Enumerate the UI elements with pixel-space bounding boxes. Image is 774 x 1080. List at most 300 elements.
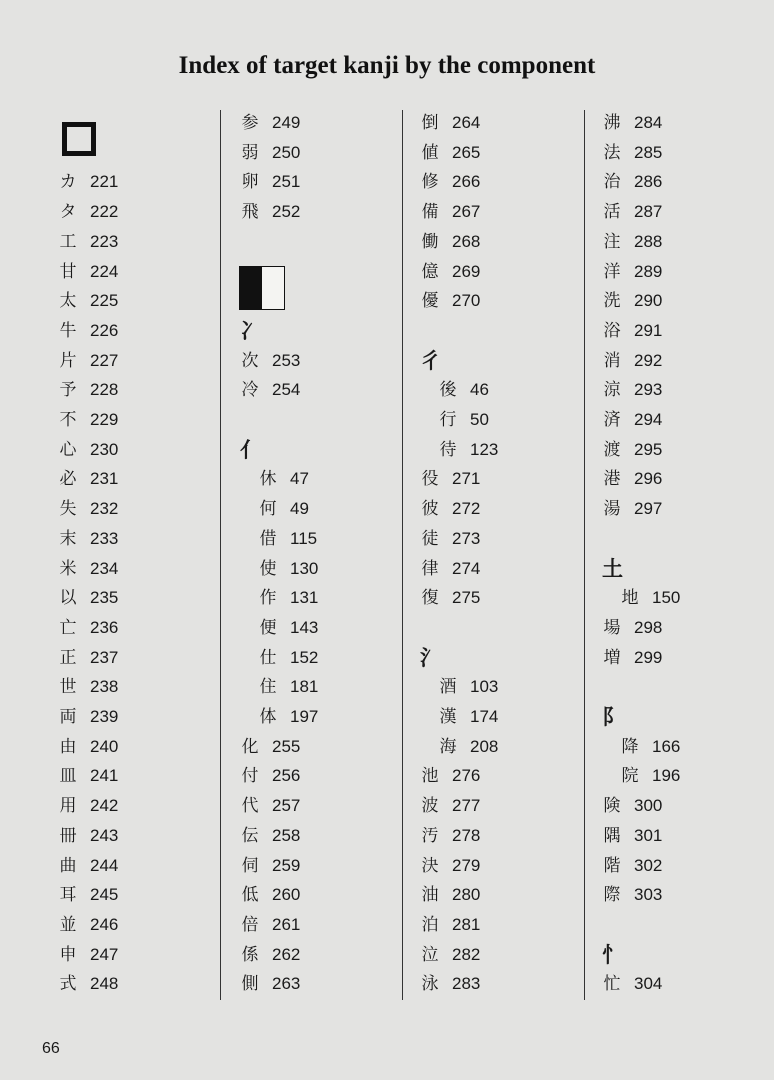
index-entry: [238, 791, 300, 821]
kanji: 曲: [59, 855, 77, 876]
entry-number: 300: [634, 796, 663, 816]
entry-number: 297: [634, 499, 663, 519]
entry-number: 258: [272, 825, 301, 845]
entry-number: 227: [90, 350, 119, 370]
index-entry: [436, 702, 498, 732]
index-entry: [56, 761, 118, 791]
entry-number: 250: [272, 142, 301, 162]
index-entry: [56, 821, 118, 851]
index-entry: [436, 405, 489, 435]
kanji: 次: [241, 350, 259, 371]
kanji: 両: [59, 707, 77, 727]
kanji: 弱: [241, 142, 259, 163]
index-entry: [256, 643, 318, 673]
entry-number: 274: [452, 558, 481, 578]
kanji: 汚: [421, 825, 439, 846]
index-entry: [418, 257, 480, 287]
kanji: 用: [59, 796, 77, 817]
kanji: 泳: [421, 974, 439, 995]
kanji: 仕: [259, 647, 277, 668]
index-entry: [600, 316, 662, 346]
entry-number: 296: [634, 469, 663, 489]
entry-number: 131: [290, 588, 319, 608]
index-entry: [436, 435, 498, 465]
entry-number: 249: [272, 113, 301, 132]
index-entry: [418, 969, 480, 999]
entry-number: 235: [90, 588, 119, 608]
index-entry: [56, 583, 118, 613]
index-entry: [238, 167, 300, 197]
radical-heading: 阝: [602, 704, 623, 729]
entry-number: 152: [290, 647, 319, 667]
index-entry: [600, 375, 662, 405]
index-entry: [56, 494, 118, 524]
entry-number: 279: [452, 855, 481, 875]
kanji: 徒: [421, 528, 439, 549]
entry-number: 286: [634, 172, 663, 192]
index-entry: [256, 554, 318, 584]
entry-number: 222: [90, 202, 119, 222]
index-entry: [600, 138, 662, 168]
kanji: 油: [421, 885, 439, 906]
entry-number: 266: [452, 172, 481, 192]
kanji: 漢: [439, 707, 457, 727]
kanji: 卵: [241, 172, 259, 193]
index-entry: [56, 227, 118, 257]
index-entry: [238, 346, 300, 376]
kanji: 港: [603, 469, 621, 490]
entry-number: 225: [90, 291, 119, 311]
entry-number: 123: [470, 439, 499, 459]
entry-number: 143: [290, 617, 319, 637]
index-entry: [56, 554, 118, 584]
entry-number: 233: [90, 528, 119, 548]
index-entry: [418, 494, 480, 524]
entry-number: 228: [90, 380, 119, 400]
kanji: 院: [621, 766, 639, 787]
entry-number: 208: [470, 736, 499, 756]
kanji: 増: [603, 647, 621, 668]
entry-number: 223: [90, 231, 119, 251]
index-entry: [436, 375, 489, 405]
entry-number: 302: [634, 855, 663, 875]
index-entry: [418, 286, 480, 316]
index-entry: [418, 880, 480, 910]
kanji: 泣: [421, 944, 439, 965]
kanji: 化: [241, 736, 259, 757]
entry-number: 257: [272, 796, 301, 816]
kanji: 片: [59, 350, 77, 371]
entry-number: 291: [634, 320, 663, 340]
index-entry: [238, 761, 300, 791]
index-entry: [418, 851, 480, 881]
index-entry: [418, 554, 480, 584]
entry-number: 246: [90, 914, 119, 934]
kanji: 失: [59, 499, 77, 520]
index-entry: [600, 821, 662, 851]
index-entry: [418, 464, 480, 494]
entry-number: 263: [272, 974, 301, 994]
kanji: 以: [59, 588, 77, 609]
entry-number: 304: [634, 974, 663, 994]
entry-number: 236: [90, 617, 119, 637]
entry-number: 277: [452, 796, 481, 816]
index-entry: [56, 851, 118, 881]
kanji: 工: [59, 231, 77, 252]
entry-number: 275: [452, 588, 481, 608]
entry-number: 269: [452, 261, 481, 281]
index-entry: [56, 286, 118, 316]
kanji: 耳: [59, 885, 77, 906]
index-entry: [56, 316, 118, 346]
entry-number: 293: [634, 380, 663, 400]
radical-heading: 彳: [420, 347, 441, 373]
entry-number: 244: [90, 855, 119, 875]
kanji: 何: [259, 499, 277, 520]
entry-number: 294: [634, 410, 663, 429]
entry-number: 245: [90, 885, 119, 905]
index-entry: [56, 346, 118, 376]
entry-number: 303: [634, 885, 663, 905]
kanji: 米: [59, 558, 77, 579]
kanji: 末: [59, 528, 77, 549]
entry-number: 292: [634, 350, 663, 370]
entry-number: 251: [272, 172, 301, 192]
column-divider-2: [402, 110, 403, 1000]
index-entry: [418, 197, 480, 227]
entry-number: 264: [452, 113, 481, 132]
entry-number: 295: [634, 439, 663, 459]
index-entry: [418, 791, 480, 821]
index-entry: [56, 524, 118, 554]
kanji: 冷: [241, 380, 259, 401]
index-entry: [600, 346, 662, 376]
entry-number: 224: [90, 261, 119, 281]
index-entry: [436, 732, 498, 762]
index-entry: [418, 910, 480, 940]
index-entry: [238, 108, 300, 138]
column-divider-3: [584, 110, 585, 1000]
kanji: 係: [241, 944, 259, 965]
entry-number: 241: [90, 766, 119, 786]
entry-number: 282: [452, 944, 481, 964]
index-entry: [418, 940, 480, 970]
kanji: 体: [259, 707, 277, 727]
kanji: 洗: [603, 291, 621, 312]
index-entry: [56, 791, 118, 821]
kanji: 甘: [59, 261, 77, 282]
kanji: 降: [621, 736, 639, 757]
entry-number: 50: [470, 410, 489, 429]
index-entry: [256, 524, 317, 554]
kanji: 浴: [603, 320, 621, 341]
kanji: 沸: [603, 113, 621, 133]
index-entry: [238, 851, 300, 881]
kanji: 正: [59, 647, 77, 668]
kanji: 住: [259, 677, 277, 698]
kanji: 参: [241, 113, 259, 133]
square-box-icon: [62, 122, 96, 156]
entry-number: 256: [272, 766, 301, 786]
entry-number: 259: [272, 855, 301, 875]
index-entry: [56, 257, 118, 287]
kanji: 海: [439, 736, 457, 757]
index-entry: [238, 880, 300, 910]
kanji: 波: [421, 796, 439, 817]
kanji: 洋: [603, 261, 621, 282]
kanji: 由: [59, 736, 77, 757]
entry-number: 255: [272, 736, 301, 756]
index-entry: [56, 702, 118, 732]
index-entry: [56, 880, 118, 910]
kanji: 借: [259, 528, 277, 549]
index-entry: [238, 197, 300, 227]
index-entry: [56, 375, 118, 405]
kanji: 倍: [241, 914, 259, 935]
kanji: 並: [59, 914, 77, 935]
index-entry: [618, 583, 680, 613]
kanji: 不: [59, 410, 77, 430]
radical-heading: 土: [602, 555, 623, 581]
entry-number: 196: [652, 766, 681, 786]
index-entry: [238, 910, 300, 940]
entry-number: 262: [272, 944, 301, 964]
kanji: 備: [421, 202, 439, 223]
kanji: 待: [439, 439, 457, 460]
entry-number: 260: [272, 885, 301, 905]
entry-number: 226: [90, 320, 119, 340]
index-entry: [56, 940, 118, 970]
index-entry: [600, 167, 662, 197]
entry-number: 240: [90, 736, 119, 756]
index-entry: [238, 732, 300, 762]
index-entry: [256, 494, 309, 524]
index-entry: [256, 702, 318, 732]
entry-number: 248: [90, 974, 119, 994]
entry-number: 271: [452, 469, 481, 489]
entry-number: 230: [90, 439, 119, 459]
index-entry: [56, 435, 118, 465]
index-entry: [56, 167, 118, 197]
kanji: 修: [421, 172, 439, 193]
entry-number: 252: [272, 202, 301, 222]
entry-number: 237: [90, 647, 119, 667]
entry-number: 253: [272, 350, 301, 370]
entry-number: 181: [290, 677, 319, 697]
kanji: 忙: [603, 974, 621, 995]
kanji: 注: [603, 231, 621, 252]
kanji: 太: [59, 291, 77, 312]
index-entry: [600, 880, 662, 910]
entry-number: 174: [470, 707, 499, 726]
index-entry: [238, 969, 300, 999]
entry-number: 283: [452, 974, 481, 994]
index-entry: [256, 583, 318, 613]
index-entry: [600, 227, 662, 257]
entry-number: 197: [290, 707, 319, 726]
kanji: 治: [603, 172, 621, 193]
index-entry: [418, 138, 480, 168]
radical-heading: 氵: [420, 644, 441, 670]
index-entry: [436, 672, 498, 702]
kanji: 険: [603, 796, 621, 817]
index-entry: [600, 791, 662, 821]
entry-number: 231: [90, 469, 119, 489]
entry-number: 150: [652, 588, 681, 608]
entry-number: 242: [90, 796, 119, 816]
kanji: 付: [241, 766, 259, 787]
kanji: 優: [421, 291, 439, 312]
entry-number: 270: [452, 291, 481, 311]
index-entry: [600, 494, 662, 524]
kanji: 後: [439, 380, 457, 401]
kanji: 作: [259, 588, 277, 609]
index-entry: [56, 643, 118, 673]
index-entry: [618, 761, 680, 791]
entry-number: 130: [290, 558, 319, 578]
entry-number: 285: [634, 142, 663, 162]
index-entry: [56, 613, 118, 643]
kanji: 予: [59, 380, 77, 401]
entry-number: 239: [90, 707, 119, 726]
index-entry: [56, 969, 118, 999]
kanji: 冊: [59, 825, 77, 846]
kanji: 必: [59, 469, 77, 490]
left-half-box-icon: [239, 266, 285, 310]
kanji: 側: [241, 974, 259, 995]
entry-number: 265: [452, 142, 481, 162]
kanji: 役: [421, 469, 439, 490]
kanji: カ: [59, 172, 77, 193]
entry-number: 229: [90, 410, 119, 429]
index-entry: [600, 464, 662, 494]
kanji: 酒: [439, 677, 457, 698]
kanji: 使: [259, 558, 277, 579]
index-entry: [56, 197, 118, 227]
kanji: 行: [439, 410, 457, 430]
kanji: 湯: [603, 499, 621, 520]
kanji: 渡: [603, 439, 621, 460]
kanji: 法: [603, 142, 621, 163]
kanji: 休: [259, 469, 277, 490]
entry-number: 272: [452, 499, 481, 519]
index-entry: [600, 969, 662, 999]
entry-number: 221: [90, 172, 119, 192]
kanji: 世: [59, 677, 77, 698]
entry-number: 299: [634, 647, 663, 667]
index-entry: [418, 167, 480, 197]
index-entry: [600, 643, 662, 673]
kanji: 皿: [59, 766, 77, 787]
index-entry: [56, 464, 118, 494]
kanji: 律: [421, 558, 439, 579]
index-entry: [256, 613, 318, 643]
entry-number: 267: [452, 202, 481, 222]
index-entry: [238, 375, 300, 405]
kanji: 式: [59, 974, 77, 995]
index-entry: [600, 435, 662, 465]
entry-number: 115: [290, 528, 318, 548]
index-entry: [600, 257, 662, 287]
kanji: 伺: [241, 855, 259, 876]
kanji: 済: [603, 410, 621, 430]
entry-number: 49: [290, 499, 309, 519]
entry-number: 103: [470, 677, 499, 697]
entry-number: 298: [634, 617, 663, 637]
radical-heading: 冫: [240, 317, 261, 343]
index-entry: [256, 464, 309, 494]
entry-number: 289: [634, 261, 663, 281]
entry-number: 47: [290, 469, 309, 489]
index-entry: [418, 761, 480, 791]
index-entry: [600, 286, 662, 316]
kanji: タ: [59, 202, 77, 223]
entry-number: 247: [90, 944, 119, 964]
index-entry: [418, 524, 480, 554]
kanji: 申: [59, 944, 77, 965]
kanji: 値: [421, 142, 439, 163]
kanji: 低: [241, 885, 259, 906]
kanji: 場: [603, 617, 621, 638]
kanji: 地: [621, 588, 639, 609]
entry-number: 234: [90, 558, 119, 578]
kanji: 池: [421, 766, 439, 787]
entry-number: 243: [90, 825, 119, 845]
index-entry: [418, 583, 480, 613]
index-entry: [600, 613, 662, 643]
entry-number: 280: [452, 885, 481, 905]
index-entry: [600, 405, 662, 435]
entry-number: 261: [272, 914, 301, 934]
index-entry: [56, 732, 118, 762]
entry-number: 166: [652, 736, 681, 756]
entry-number: 232: [90, 499, 119, 519]
entry-number: 46: [470, 380, 489, 400]
index-entry: [56, 672, 118, 702]
entry-number: 287: [634, 202, 663, 222]
kanji: 心: [59, 439, 77, 460]
index-entry: [238, 940, 300, 970]
kanji: 隅: [603, 825, 621, 846]
kanji: 億: [421, 261, 439, 282]
entry-number: 268: [452, 231, 481, 251]
index-entry: [418, 227, 480, 257]
page-title: Index of target kanji by the component: [178, 52, 596, 79]
kanji: 亡: [59, 617, 77, 638]
index-entry: [600, 851, 662, 881]
page-number: 66: [42, 1040, 60, 1057]
entry-number: 281: [452, 914, 481, 934]
index-entry: [238, 138, 300, 168]
kanji: 涼: [603, 380, 621, 401]
kanji: 際: [603, 885, 621, 906]
kanji: 伝: [241, 825, 259, 846]
entry-number: 290: [634, 291, 663, 311]
index-entry: [256, 672, 318, 702]
radical-heading: 亻: [240, 436, 261, 462]
entry-number: 238: [90, 677, 119, 697]
kanji: 便: [259, 617, 277, 638]
kanji: 活: [603, 202, 621, 223]
entry-number: 278: [452, 825, 481, 845]
kanji: 牛: [59, 320, 77, 341]
radical-heading: 忄: [602, 941, 623, 967]
entry-number: 273: [452, 528, 481, 548]
index-entry: [238, 821, 300, 851]
index-entry: [600, 108, 662, 138]
kanji: 働: [421, 231, 439, 252]
column-divider-1: [220, 110, 221, 1000]
